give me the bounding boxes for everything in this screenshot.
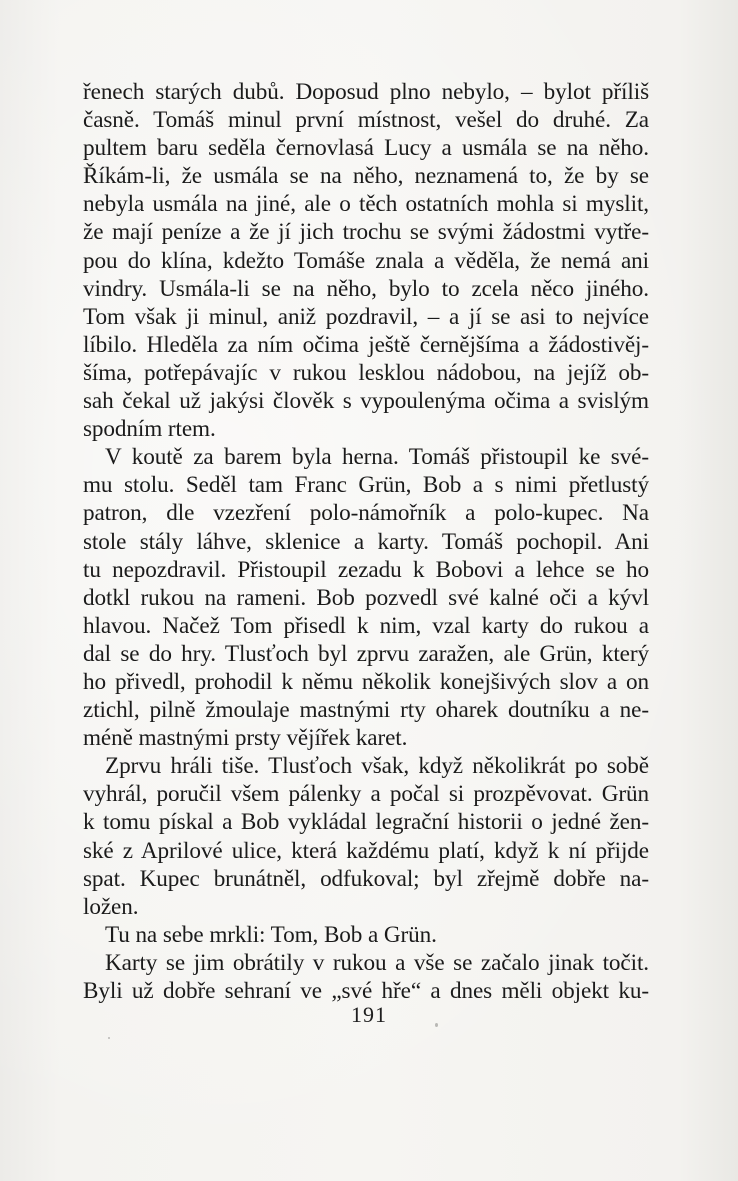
- text-line: Tom však ji minul, aniž pozdravil, – a jí se asi to nejvíce: [83, 303, 649, 330]
- text-line: ho přivedl, prohodil k němu několik konejšivých slov a on: [83, 668, 649, 695]
- text-line: stole stály láhve, sklenice a karty. Tomáš pochopil. Ani: [83, 528, 649, 555]
- text-line: pou do klína, kdežto Tomáše znala a věděla, že nemá ani: [83, 247, 649, 274]
- text-line: ložen.: [83, 893, 139, 920]
- text-line: Byli už dobře sehraní ve „své hře“ a dnes měli objekt ku-: [83, 978, 649, 1004]
- text-line: řenech starých dubů. Doposud plno nebylo, – bylot příliš: [83, 79, 649, 105]
- text-line: méně mastnými prsty vějířek karet.: [83, 725, 408, 752]
- text-line: časně. Tomáš minul první místnost, vešel do druhé. Za: [83, 107, 649, 134]
- text-line: vyhrál, poručil všem pálenky a počal si prozpěvovat. Grün: [83, 781, 649, 808]
- paragraph-first-line: Tu na sebe mrkli: Tom, Bob a Grün.: [105, 921, 437, 948]
- text-line: spodním rtem.: [83, 416, 216, 443]
- text-line: Říkám-li, že usmála se na něho, neznamená to, že by se: [83, 163, 649, 190]
- paragraph-first-line: Karty se jim obrátily v rukou a vše se začalo jinak točit.: [105, 949, 649, 976]
- text-line: líbilo. Hleděla za ním očima ještě černějšíma a žádostivěj-: [83, 331, 649, 358]
- text-line: nebyla usmála na jiné, ale o těch ostatních mohla si myslit,: [83, 191, 649, 218]
- body-text: [83, 78, 649, 1005]
- text-line: tu nepozdravil. Přistoupil zezadu k Bobovi a lehce se ho: [83, 556, 649, 583]
- paper-speck: [108, 1037, 110, 1039]
- paragraph-first-line: V koutě za barem byla herna. Tomáš přistoupil ke své-: [105, 444, 649, 471]
- text-line: ské z Aprilové ulice, která každému platí, když k ní přijde: [83, 837, 649, 864]
- text-line: mu stolu. Seděl tam Franc Grün, Bob a s nimi přetlustý: [83, 472, 649, 499]
- text-line: k tomu pískal a Bob vykládal legrační historii o jedné žen-: [83, 809, 649, 836]
- text-line: ztichl, pilně žmoulaje mastnými rty oharek doutníku a ne-: [83, 697, 649, 724]
- paper-speck: [435, 1023, 438, 1027]
- paragraph-first-line: Zprvu hráli tiše. Tlusťoch však, když několikrát po sobě: [105, 753, 649, 780]
- text-line: dal se do hry. Tlusťoch byl zprvu zaražen, ale Grün, který: [83, 640, 649, 667]
- text-line: sah čekal už jakýsi člověk s vypoulenýma očima a svislým: [83, 388, 649, 415]
- page-number: 191: [351, 1002, 387, 1027]
- text-line: pultem baru seděla černovlasá Lucy a usmála se na něho.: [83, 135, 649, 162]
- text-line: že mají peníze a že jí jich trochu se svými žádostmi vytře-: [83, 219, 649, 246]
- text-line: spat. Kupec brunátněl, odfukoval; byl zřejmě dobře na-: [83, 865, 649, 892]
- text-line: dotkl rukou na rameni. Bob pozvedl své kalné oči a kývl: [83, 584, 649, 611]
- text-line: patron, dle vzezření polo-námořník a polo-kupec. Na: [83, 500, 649, 527]
- text-line: vindry. Usmála-li se na něho, bylo to zcela něco jiného.: [83, 275, 649, 302]
- text-line: šíma, potřepávajíc v rukou lesklou nádobou, na jejíž ob-: [83, 359, 649, 386]
- text-line: hlavou. Načež Tom přisedl k nim, vzal karty do rukou a: [83, 612, 649, 639]
